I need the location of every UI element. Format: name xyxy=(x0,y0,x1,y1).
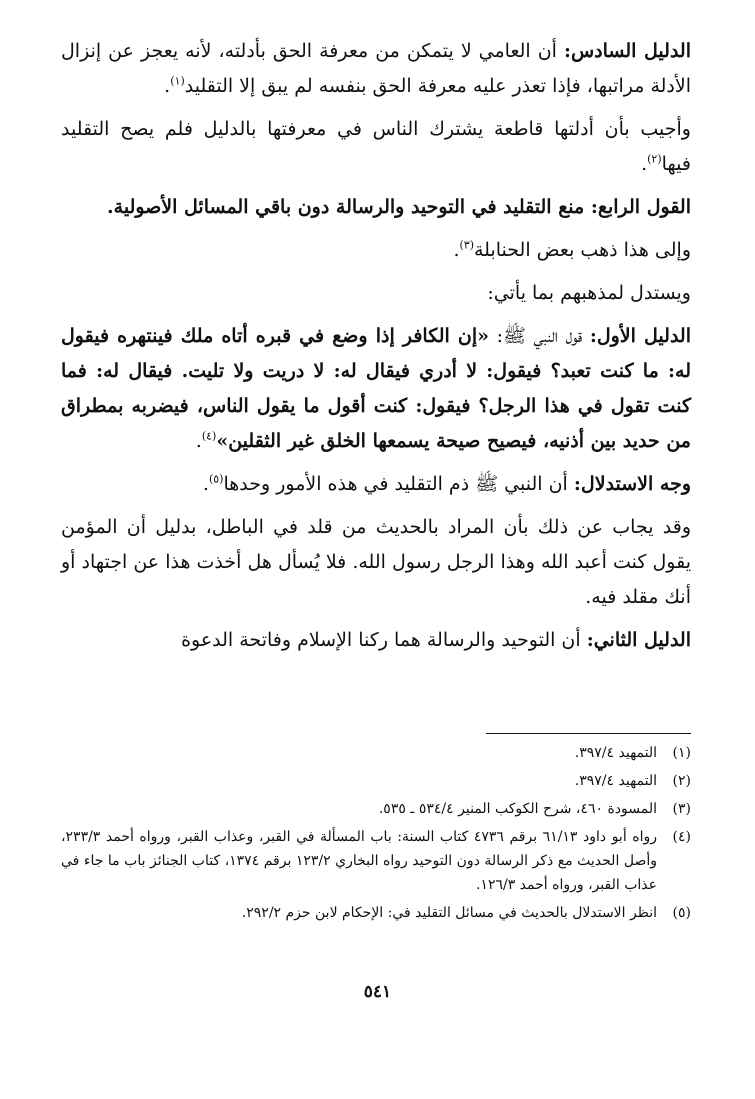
paragraph-inference xyxy=(61,467,691,502)
paragraph-answer xyxy=(61,112,691,182)
paragraph-sixth-evidence xyxy=(61,34,691,104)
footnote-2 xyxy=(61,769,691,793)
footnote-number: (٥) xyxy=(672,905,691,921)
inference-text: أن النبي ﷺ ذم التقليد في هذه الأمور وحدها xyxy=(223,473,568,495)
second-evidence-heading: الدليل الثاني: xyxy=(586,629,691,651)
footnote-ref-3[interactable]: (٣) xyxy=(459,238,474,252)
footnotes xyxy=(61,741,691,929)
page-number: ٥٤١ xyxy=(363,982,392,1002)
footnote-separator xyxy=(486,733,691,734)
inference-heading: وجه الاستدلال: xyxy=(573,473,691,495)
paragraph-second-evidence xyxy=(61,623,691,658)
footnote-number: (٤) xyxy=(672,829,691,845)
fourth-opinion-heading: القول الرابع: منع التقليد في التوحيد والرسالة دون باقي المسائل الأصولية. xyxy=(107,196,691,218)
punct: . xyxy=(164,75,171,97)
answer-text: وأجيب بأن أدلتها قاطعة يشترك الناس في معرفتها بالدليل فلم يصح التقليد فيها xyxy=(61,118,691,175)
footnote-ref-2[interactable]: (٢) xyxy=(647,152,662,166)
hanbali-text: وإلى هذا ذهب بعض الحنابلة xyxy=(474,239,691,261)
footnote-text: انظر الاستدلال بالحديث في مسائل التقليد في: الإحكام لابن حزم ٢٩٢/٢. xyxy=(241,905,657,921)
footnote-3 xyxy=(61,797,691,821)
footnote-number: (٢) xyxy=(672,773,691,789)
first-evidence-heading: الدليل الأول: xyxy=(589,325,691,347)
punct: . xyxy=(641,153,648,175)
second-evidence-text: أن التوحيد والرسالة هما ركنا الإسلام وفاتحة الدعوة xyxy=(181,629,581,651)
footnote-ref-4[interactable]: (٤) xyxy=(201,429,217,443)
footnote-text: التمهيد ٣٩٧/٤. xyxy=(574,745,657,761)
sixth-evidence-text: أن العامي لا يتمكن من معرفة الحق بأدلته، لأنه يعجز عن إنزال الأدلة مراتبها، فإذا تعذر عليه معرفة الحق بنفسه لم يبق إلا التقليد xyxy=(61,40,691,97)
hadith-text: «إن الكافر إذا وضع في قبره أتاه ملك فينتهره فيقول له: ما كنت تعبد؟ فيقول: لا أدري فيقال له: لا دريت ولا تليت. فيقال له: فما كنت تقول في هذا الرجل؟ فيقول: كنت أقول ما يقول الناس، فيضربه بمطراق من حديد بين أذنيه، فيصيح صيحة يسمعها الخلق غير الثقلين» xyxy=(61,325,691,452)
punct: . xyxy=(195,430,202,452)
paragraph-first-evidence xyxy=(61,319,691,459)
paragraph-hanbali xyxy=(61,233,691,268)
paragraph-evidences-intro: ويستدل لمذهبهم بما يأتي: xyxy=(487,282,691,304)
footnote-text: التمهيد ٣٩٧/٤. xyxy=(574,773,657,789)
footnote-1 xyxy=(61,741,691,765)
paragraph-reply: وقد يجاب عن ذلك بأن المراد بالحديث من قلد في الباطل، بدليل أن المؤمن يقول كنت أعبد الله وهذا الرجل رسول الله. فلا يُسأل هل أخذت هذا عن اجتهاد أو أنك مقلد فيه. xyxy=(61,516,691,608)
footnote-text: رواه أبو داود ٦١/١٣ برقم ٤٧٣٦ كتاب السنة: باب المسألة في القبر، وعذاب القبر، ورواه أحمد ٢٣٣/٣، وأصل الحديث مع ذكر الرسالة دون التوحيد رواه البخاري ١٢٣/٢ برقم ١٣٧٤، كتاب الجنائز باب ما جاء في عذاب القبر، ورواه أحمد ١٢٦/٣. xyxy=(61,829,658,893)
footnote-ref-5[interactable]: (٥) xyxy=(208,472,224,486)
main-text xyxy=(61,34,691,666)
footnote-4 xyxy=(61,825,691,897)
footnote-number: (٣) xyxy=(672,801,691,817)
footnote-ref-1[interactable]: (١) xyxy=(170,74,185,88)
punct: . xyxy=(453,239,460,261)
sixth-evidence-heading: الدليل السادس: xyxy=(563,40,691,62)
footnote-number: (١) xyxy=(672,745,691,761)
punct: . xyxy=(202,473,209,495)
footnote-text: المسودة ٤٦٠، شرح الكوكب المنير ٥٣٤/٤ ـ ٥٣٥. xyxy=(378,801,657,817)
footnote-5 xyxy=(61,901,691,925)
first-evidence-intro: قول النبي ﷺ: xyxy=(496,325,583,347)
